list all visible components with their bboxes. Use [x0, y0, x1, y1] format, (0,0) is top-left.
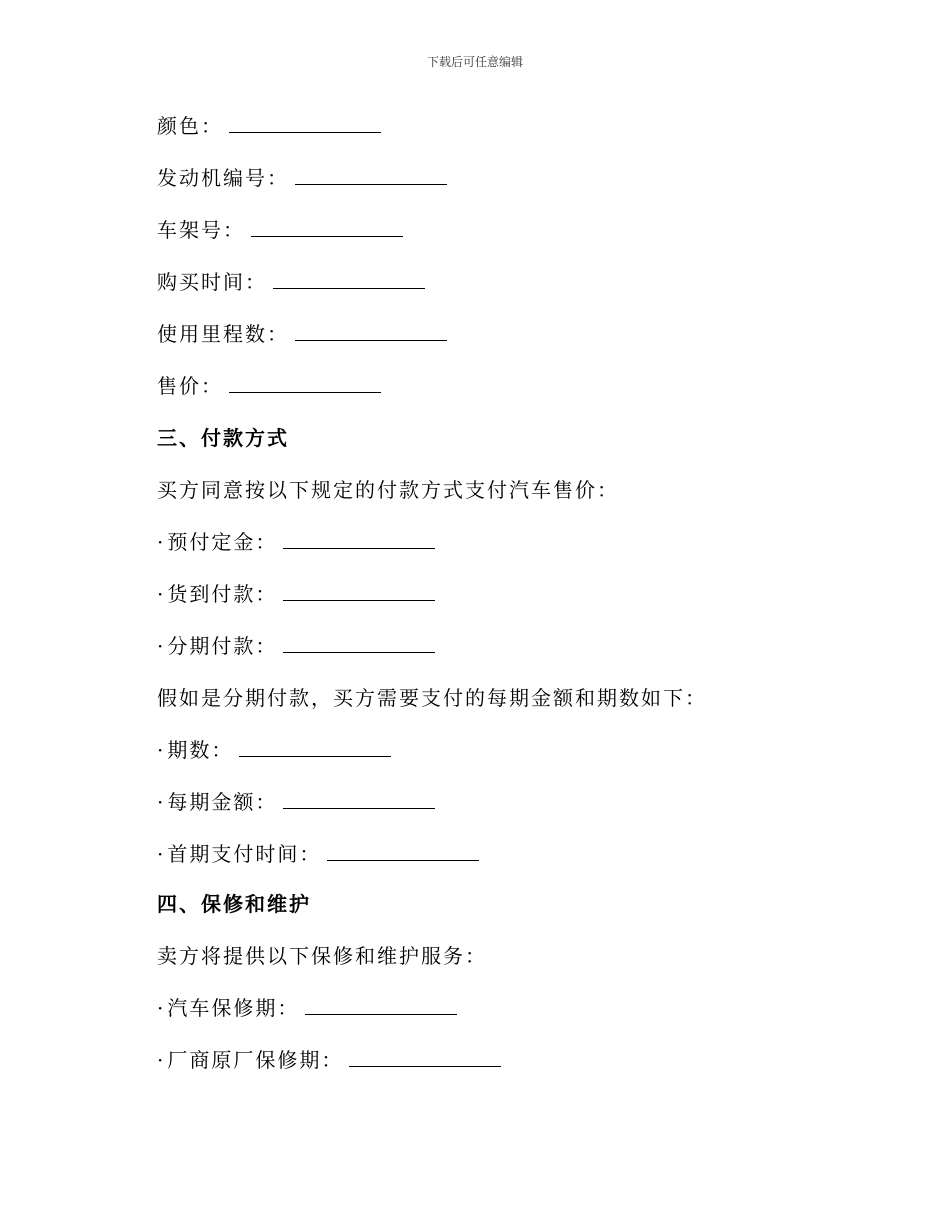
bullet: ·: [157, 582, 164, 606]
bullet: ·: [157, 842, 164, 866]
bullet: ·: [157, 996, 164, 1020]
fill-blank[interactable]: [295, 166, 447, 185]
bullet: ·: [157, 634, 164, 658]
fill-blank[interactable]: [229, 374, 381, 393]
fill-blank[interactable]: [305, 996, 457, 1015]
field-label: 厂商原厂保修期：: [167, 1048, 344, 1072]
fill-blank[interactable]: [239, 738, 391, 757]
field-label: 售价：: [157, 374, 223, 398]
fill-blank[interactable]: [327, 842, 479, 861]
field-label: 货到付款：: [167, 582, 278, 606]
field-frame-number: [157, 216, 403, 244]
payment-item-installment: [157, 632, 435, 660]
installment-intro: 假如是分期付款，买方需要支付的每期金额和期数如下：: [157, 686, 707, 710]
field-label: 每期金额：: [167, 790, 278, 814]
field-color: [157, 112, 381, 140]
installment-item-first-payment: [157, 840, 479, 868]
field-label: 期数：: [167, 738, 234, 762]
fill-blank[interactable]: [229, 114, 381, 133]
warranty-item-vehicle: [157, 994, 457, 1022]
field-label: 预付定金：: [167, 530, 278, 554]
field-label: 汽车保修期：: [167, 996, 300, 1020]
fill-blank[interactable]: [273, 270, 425, 289]
field-label: 使用里程数：: [157, 322, 289, 346]
fill-blank[interactable]: [283, 530, 435, 549]
field-mileage: [157, 320, 447, 348]
warranty-item-manufacturer: [157, 1046, 501, 1074]
field-label: 发动机编号：: [157, 166, 289, 190]
field-price: [157, 372, 381, 400]
bullet: ·: [157, 738, 164, 762]
fill-blank[interactable]: [349, 1048, 501, 1067]
warranty-intro: 卖方将提供以下保修和维护服务：: [157, 944, 487, 968]
bullet: ·: [157, 530, 164, 554]
fill-blank[interactable]: [251, 218, 403, 237]
field-label: 颜色：: [157, 114, 223, 138]
field-purchase-time: [157, 268, 425, 296]
bullet: ·: [157, 1048, 164, 1072]
field-label: 分期付款：: [167, 634, 278, 658]
fill-blank[interactable]: [283, 582, 435, 601]
field-engine-number: [157, 164, 447, 192]
fill-blank[interactable]: [283, 790, 435, 809]
section-heading-payment: 三、付款方式: [157, 426, 289, 450]
installment-item-periods: [157, 736, 391, 764]
installment-item-amount: [157, 788, 435, 816]
page-header: 下载后可任意编辑: [426, 55, 523, 69]
fill-blank[interactable]: [283, 634, 435, 653]
field-label: 车架号：: [157, 218, 245, 242]
payment-intro: 买方同意按以下规定的付款方式支付汽车售价：: [157, 478, 619, 502]
field-label: 购买时间：: [157, 270, 267, 294]
payment-item-cod: [157, 580, 435, 608]
payment-item-deposit: [157, 528, 435, 556]
section-heading-warranty: 四、保修和维护: [157, 892, 311, 916]
bullet: ·: [157, 790, 164, 814]
field-label: 首期支付时间：: [167, 842, 322, 866]
fill-blank[interactable]: [295, 322, 447, 341]
